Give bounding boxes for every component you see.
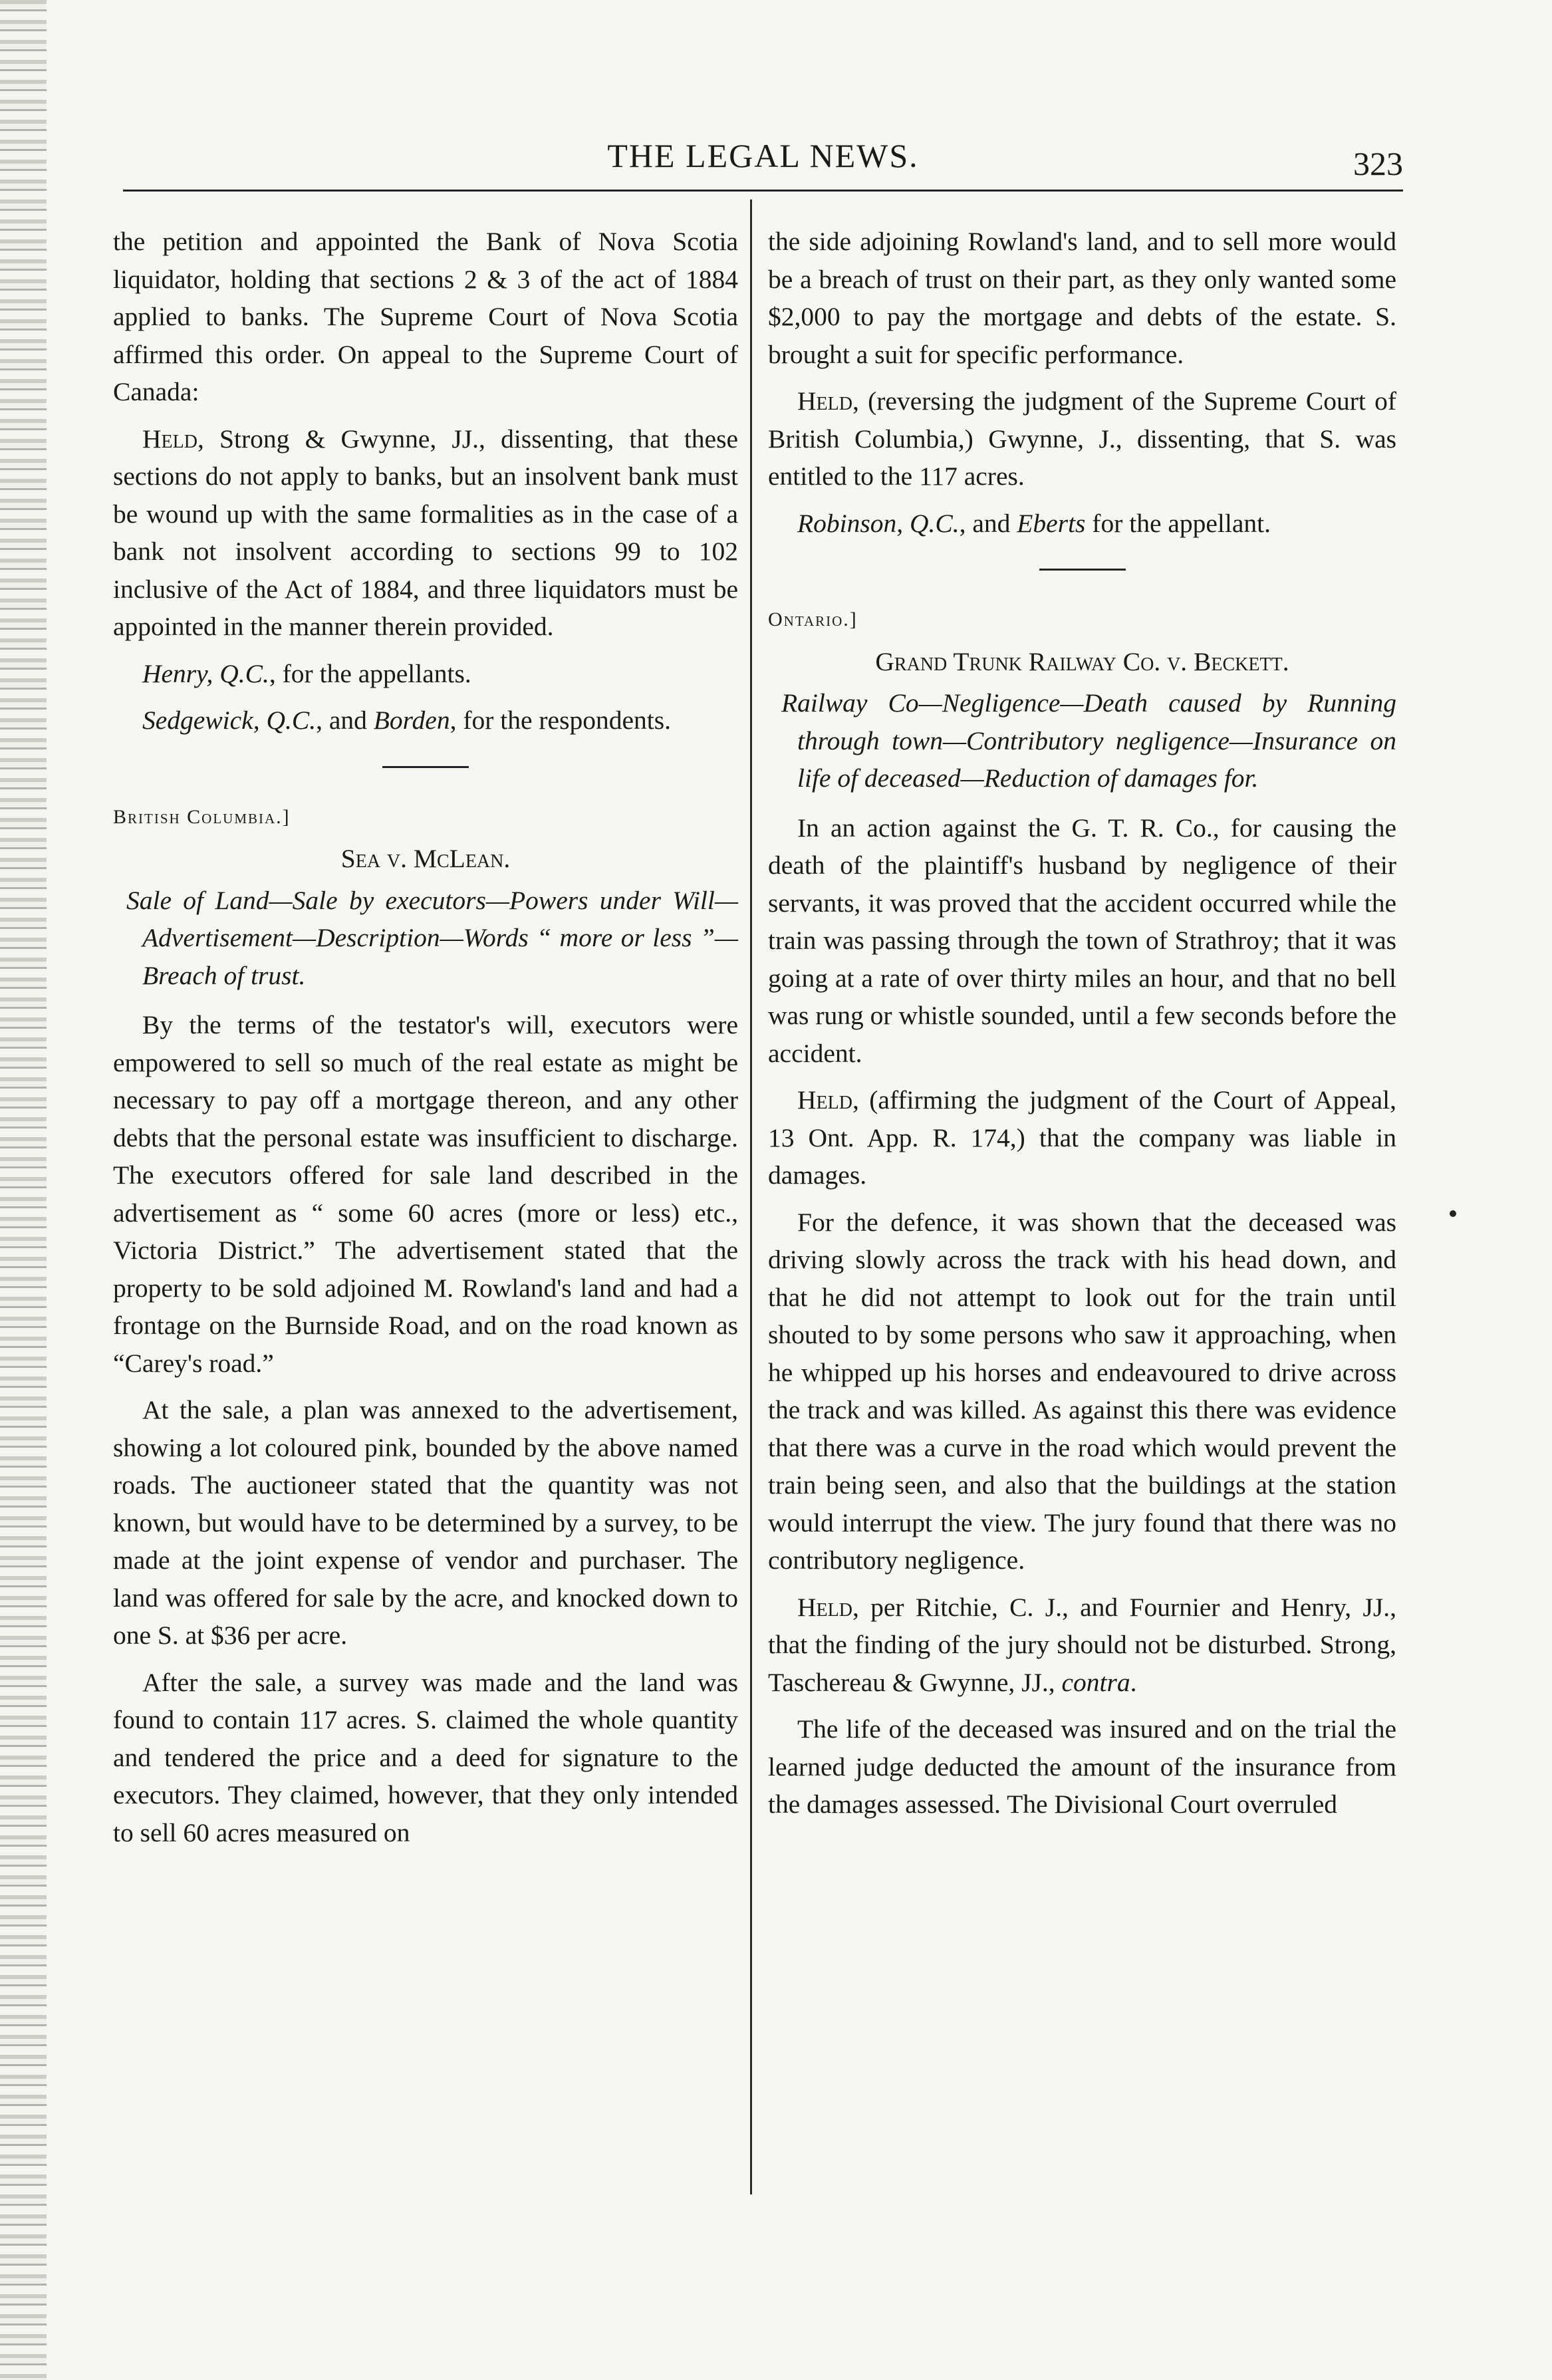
paragraph: the side adjoining Rowland's land, and to sell more would be a breach of trust on their part, as they only wanted some $2,000 to pay the mortgage and debts of the estate. S. brought a suit for specific performance. xyxy=(768,227,1396,369)
print-speck xyxy=(1450,1210,1456,1217)
holding-text: , per Ritchie, C. J., and Fournier and Henry, JJ., that the finding of the jury should not be disturbed. Strong, Taschereau & Gwynne, JJ., xyxy=(768,1592,1396,1697)
holding-text: , Strong & Gwynne, JJ., dissenting, that these sections do not apply to banks, but an insolvent bank must be wound up with the same formalities as in the case of a bank not insolvent according to sections 99 to 102 inclusive of the Act of 1884, and three liquidators must be appointed in the manner therein provided. xyxy=(113,424,738,641)
counsel-text: , for the respondents. xyxy=(450,706,671,735)
court-label: Ontario.] xyxy=(768,608,858,630)
holding-text: , (reversing the judgment of the Supreme Court of British Columbia,) Gwynne, J., dissenting, that S. was entitled to the 117 acres. xyxy=(768,386,1396,491)
holding-paragraph xyxy=(768,382,1396,495)
counsel-text: , for the appellants. xyxy=(269,658,471,688)
running-title: THE LEGAL NEWS. xyxy=(607,137,919,174)
paragraph: the petition and appointed the Bank of Nova Scotia liquidator, holding that sections 2 & 3 of the act of 1884 applied to banks. The Supreme Court of Nova Scotia affirmed this order. On appeal to the Supreme Court of Canada: xyxy=(113,227,738,406)
right-column xyxy=(768,223,1396,1833)
counsel-name: Robinson, Q.C. xyxy=(797,508,960,538)
paragraph: After the sale, a survey was made and the land was found to contain 117 acres. S. claimed the whole quantity and tendered the price and a deed for signature to the executors. They claimed, however, that they only intended to sell 60 acres measured on xyxy=(113,1667,738,1847)
holding-paragraph xyxy=(768,1589,1396,1702)
holding-text: . xyxy=(1130,1667,1137,1697)
page-binding-edge xyxy=(0,0,47,2380)
holding-paragraph xyxy=(768,1081,1396,1194)
page-header xyxy=(123,130,1403,190)
held-lead: Held xyxy=(797,1592,852,1622)
paragraph: In an action against the G. T. R. Co., for causing the death of the plaintiff's husband by negligence of their servants, it was proved that the accident occurred while the train was passing through the town of Strathroy; that it was going at a rate of over thirty miles an hour, and that no bell was rung or whistle sounded, until a few seconds before the accident. xyxy=(768,813,1396,1068)
held-lead: Held xyxy=(142,424,197,454)
headnote: Sale of Land—Sale by executors—Powers under Will—Advertisement—Description—Words “ more or less ”—Breach of trust. xyxy=(126,885,738,990)
held-lead: Held xyxy=(797,1085,852,1115)
paragraph: For the defence, it was shown that the deceased was driving slowly across the track with his head down, and that he did not attempt to look out for the train until shouted to by some persons who saw it approaching, when he whipped up his horses and endeavoured to drive across the track and was killed. As against this there was evidence that there was a curve in the road which would prevent the train being seen, and also that the buildings at the station would interrupt the view. The jury found that there was no contributory negligence. xyxy=(768,1207,1396,1575)
counsel-line xyxy=(768,505,1396,543)
counsel-line xyxy=(113,655,738,693)
counsel-text: for the appellant. xyxy=(1085,508,1271,538)
headnote: Railway Co—Negligence—Death caused by Running through town—Contributory negligence—Insurance on life of deceased—Reduction of damages for. xyxy=(781,688,1396,793)
counsel-name: Borden xyxy=(373,706,450,735)
left-column xyxy=(113,223,738,1861)
section-rule xyxy=(382,766,469,768)
held-lead: Held xyxy=(797,386,852,416)
column-divider xyxy=(750,199,752,2194)
counsel-line xyxy=(113,702,738,739)
court-label: British Columbia.] xyxy=(113,805,291,828)
paragraph: The life of the deceased was insured and on the trial the learned judge deducted the amount of the insurance from the damages assessed. The Divisional Court overruled xyxy=(768,1714,1396,1819)
paragraph: By the terms of the testator's will, executors were empowered to sell so much of the real estate as might be necessary to pay off a mortgage thereon, and any other debts that the personal estate was insufficient to discharge. The executors offered for sale land described in the advertisement as “ some 60 acres (more or less) etc., Victoria District.” The advertisement stated that the property to be sold adjoined M. Rowland's land and had a frontage on the Burnside Road, and on the road known as “Carey's road.” xyxy=(113,1010,738,1378)
counsel-text: , and xyxy=(316,706,374,735)
header-rule xyxy=(123,190,1403,192)
counsel-text: , and xyxy=(959,508,1017,538)
section-rule xyxy=(1039,569,1126,571)
page-number: 323 xyxy=(1353,145,1403,182)
holding-paragraph xyxy=(113,420,738,646)
counsel-name: Henry, Q.C. xyxy=(142,658,269,688)
counsel-name: Sedgewick, Q.C. xyxy=(142,706,317,735)
case-title: Grand Trunk Railway Co. v. Beckett. xyxy=(875,646,1289,676)
holding-text: , (affirming the judgment of the Court of Appeal, 13 Ont. App. R. 174,) that the company was liable in damages. xyxy=(768,1085,1396,1190)
case-title: Sea v. McLean. xyxy=(340,844,511,873)
counsel-name: Eberts xyxy=(1017,508,1086,538)
paragraph: At the sale, a plan was annexed to the advertisement, showing a lot coloured pink, bounded by the above named roads. The auctioneer stated that the quantity was not known, but would have to be determined by a survey, to be made at the joint expense of vendor and purchaser. The land was offered for sale by the acre, and knocked down to one S. at $36 per acre. xyxy=(113,1395,738,1650)
contra-word: contra xyxy=(1061,1667,1130,1697)
